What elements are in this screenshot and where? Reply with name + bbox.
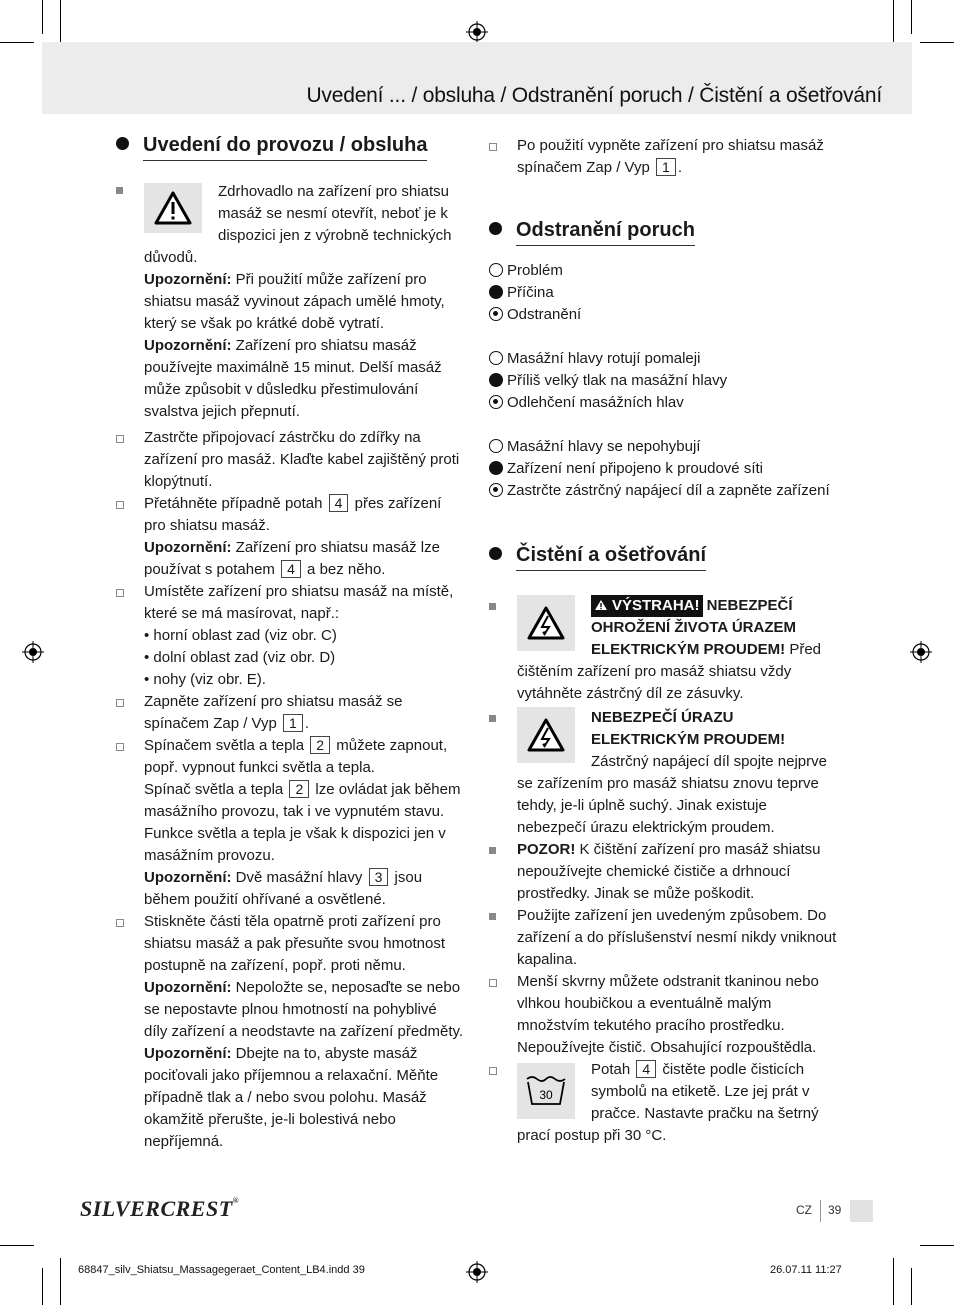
electric-warning-icon	[517, 595, 575, 651]
registration-mark-icon	[466, 21, 488, 43]
warning-bold-text: NEBEZPEČÍ ÚRAZU ELEKTRICKÝM PROUDEM!	[591, 709, 786, 748]
cause-dot-icon	[489, 373, 503, 387]
step-box-icon	[489, 1067, 497, 1075]
paragraph-text: přes zařízení pro shiatsu masáž.	[144, 495, 442, 534]
section-heading-text: Odstranění poruch	[516, 217, 695, 246]
part-number-ref: 1	[656, 158, 676, 176]
print-slug-file: 68847_silv_Shiatsu_Massagegeraet_Content_LB4.indd 39	[78, 1264, 365, 1276]
crop-mark	[0, 42, 34, 43]
step-box-icon	[116, 501, 124, 509]
note-text: Nepoložte se, neposaďte se nebo se nepostavte plnou hmotností na pohyblivé díly zařízení a neodstavte na zařízení předměty.	[144, 979, 464, 1040]
legend	[489, 260, 839, 326]
list-item	[489, 971, 839, 1059]
part-number-ref: 4	[329, 494, 349, 512]
page-tab	[850, 1200, 873, 1222]
country-code: CZ	[796, 1203, 812, 1217]
section-heading-text: Uvedení do provozu / obsluha	[143, 132, 427, 161]
remedy-target-icon	[489, 395, 503, 409]
bullet-line: • dolní oblast zad (viz obr. D)	[144, 649, 336, 666]
list-item	[116, 581, 464, 691]
part-number-ref: 2	[310, 736, 330, 754]
paragraph-text: Stiskněte části těla opatrně proti zařízení pro shiatsu masáž a pak přesuňte svou hmotnost postupně na zařízení, popř. proti němu.	[144, 913, 445, 974]
trouble-case	[489, 348, 839, 414]
brand-logo-text: SILVERCREST	[80, 1196, 233, 1221]
crop-mark	[60, 0, 61, 42]
page-title: Uvedení ... / obsluha / Odstranění poruch / Čistění a ošetřování	[306, 84, 882, 107]
print-slug-date: 26.07.11 11:27	[770, 1264, 842, 1276]
note-text: Zařízení pro shiatsu masáž lze používat s potahem	[144, 539, 440, 578]
case-remedy: Odlehčení masážních hlav	[507, 394, 684, 411]
note-text: jsou během použití ohřívané a osvětlené.	[144, 869, 423, 908]
part-number-ref: 2	[289, 780, 309, 798]
electric-warning-icon	[517, 707, 575, 763]
crop-mark	[60, 1258, 61, 1305]
page-number: 39	[828, 1203, 842, 1217]
bullet-dot-icon	[116, 137, 129, 150]
bullet-line: • horní oblast zad (viz obr. C)	[144, 627, 337, 644]
trademark-mark: ®	[232, 1196, 240, 1205]
crop-mark	[911, 0, 912, 34]
trouble-case	[489, 436, 839, 502]
paragraph-text: Spínač světla a tepla	[144, 781, 288, 798]
part-number-ref: 1	[283, 714, 303, 732]
square-bullet-icon	[489, 603, 496, 610]
warning-triangle-icon	[144, 183, 202, 233]
case-problem: Masážní hlavy se nepohybují	[507, 438, 701, 455]
list-item	[116, 493, 464, 581]
note-label: Upozornění:	[144, 271, 232, 288]
list-item	[489, 839, 839, 905]
registration-mark-icon	[910, 641, 932, 663]
brand-logo	[80, 1196, 239, 1222]
paragraph-text: .	[304, 715, 309, 732]
section-heading-operation	[116, 132, 464, 161]
bullet-line: • nohy (viz obr. E).	[144, 671, 266, 688]
note-text: Zařízení pro shiatsu masáž používejte maximálně 15 minut. Delší masáž může způsobit v důsledku přestimulování svalstva jejich přepnutí.	[144, 337, 442, 420]
section-heading-cleaning	[489, 542, 839, 571]
note-label: Upozornění:	[144, 337, 232, 354]
note-text: Dvě masážní hlavy	[231, 869, 367, 886]
note-label: Upozornění:	[144, 539, 232, 556]
note-label: Upozornění:	[144, 869, 232, 886]
square-bullet-icon	[116, 187, 123, 194]
remedy-target-icon	[489, 307, 503, 321]
registration-mark-icon	[22, 641, 44, 663]
case-problem: Masážní hlavy rotují pomaleji	[507, 350, 701, 367]
square-bullet-icon	[489, 913, 496, 920]
note-text: Při použití může zařízení pro shiatsu masáž vyvinout zápach umělé hmoty, který se však po krátké době vytratí.	[144, 271, 445, 332]
paragraph-text: Před čištěním zařízení pro masáž shiatsu vždy vytáhněte zástrčný díl ze zásuvky.	[517, 641, 822, 702]
paragraph-text: Potah	[591, 1061, 635, 1078]
paragraph-text: Spínačem světla a tepla	[144, 737, 309, 754]
case-cause: Příliš velký tlak na masážní hlavy	[507, 372, 728, 389]
list-item	[116, 911, 464, 1153]
wash-30-icon	[517, 1063, 575, 1119]
crop-mark	[911, 1268, 912, 1305]
paragraph-text: Zdrhovadlo na zařízení pro shiatsu masáž se nesmí otevřít, neboť je k dispozici jen z výrobně technických důvodů.	[144, 183, 452, 266]
list-item	[116, 179, 464, 423]
registration-mark-icon	[466, 1261, 488, 1283]
crop-mark	[920, 42, 954, 43]
paragraph-text: můžete zapnout, popř. vypnout funkci světla a tepla.	[144, 737, 448, 776]
step-box-icon	[116, 435, 124, 443]
step-box-icon	[116, 589, 124, 597]
case-remedy: Zastrčte zástrčný napájecí díl a zapněte zařízení	[507, 482, 830, 499]
crop-mark	[893, 1258, 894, 1305]
warning-bold-text: NEBEZPEČÍ OHROŽENÍ ŽIVOTA ÚRAZEM ELEKTRICKÝM PROUDEM!	[591, 597, 796, 658]
problem-circle-icon	[489, 351, 503, 365]
step-box-icon	[489, 979, 497, 987]
list-item	[489, 595, 839, 705]
paragraph-text: Menší skvrny můžete odstranit tkaninou nebo vlhkou houbičkou a eventuálně malým množstvím tekutého pracího prostředku. Nepoužívejte čistič. Obsahující rozpouštědla.	[517, 973, 819, 1056]
paragraph-text: Umístěte zařízení pro shiatsu masáž na místě, které se má masírovat, např.:	[144, 583, 454, 622]
paragraph-text: Přetáhněte případně potah	[144, 495, 327, 512]
note-text: Dbejte na to, abyste masáž pociťovali jako příjemnou a relaxační. Měňte případně tlak a / nebo svou polohu. Masáž okamžitě přerušte, je-li bolestivá nebo nepříjemná.	[144, 1045, 439, 1150]
list-item	[116, 427, 464, 493]
paragraph-text: .	[677, 159, 682, 176]
list-item	[489, 905, 839, 971]
caution-label: POZOR!	[517, 841, 576, 858]
list-item	[489, 1059, 839, 1147]
step-box-icon	[116, 699, 124, 707]
note-label: Upozornění:	[144, 1045, 232, 1062]
left-column	[116, 132, 464, 1153]
paragraph-text: Použijte zařízení jen uvedeným způsobem. Do zařízení a do příslušenství nesmí nikdy vniknout kapalina.	[517, 907, 837, 968]
crop-mark	[42, 1268, 43, 1305]
section-heading-text: Čistění a ošetřování	[516, 542, 706, 571]
paragraph-text: Zapněte zařízení pro shiatsu masáž se spínačem Zap / Vyp	[144, 693, 403, 732]
legend-cause: Příčina	[507, 284, 554, 301]
right-column	[489, 135, 839, 1147]
square-bullet-icon	[489, 715, 496, 722]
step-box-icon	[489, 143, 497, 151]
paragraph-text: čistěte podle čisticích symbolů na etiketě. Lze jej prát v pračce. Nastavte pračku na šetrný prací postup při 30 °C.	[517, 1061, 819, 1144]
crop-mark	[920, 1245, 954, 1246]
paragraph-text: Po použití vypněte zařízení pro shiatsu masáž spínačem Zap / Vyp	[517, 137, 824, 176]
cause-dot-icon	[489, 285, 503, 299]
warning-label-text: VÝSTRAHA!	[612, 597, 700, 614]
crop-mark	[42, 0, 43, 34]
paragraph-text: lze ovládat jak během masážního provozu, tak i ve vypnutém stavu. Funkce světla a tepla je však k dispozici jen v masážním provozu.	[144, 781, 461, 864]
remedy-target-icon	[489, 483, 503, 497]
warning-label-badge	[591, 595, 703, 617]
section-heading-troubleshooting	[489, 217, 839, 246]
list-item	[116, 691, 464, 735]
cause-dot-icon	[489, 461, 503, 475]
list-item	[116, 735, 464, 911]
paragraph-text: Zástrčný napájecí díl spojte nejprve se zařízením pro masáž shiatsu znovu teprve tehdy, je-li úplně suchý. Jinak existuje nebezpečí úrazu elektrickým proudem.	[517, 753, 827, 836]
list-item	[489, 135, 839, 179]
case-cause: Zařízení není připojeno k proudové síti	[507, 460, 763, 477]
bullet-dot-icon	[489, 547, 502, 560]
paragraph-text: Zastrčte připojovací zástrčku do zdířky na zařízení pro masáž. Klaďte kabel zajištěný proti klopýtnutí.	[144, 429, 460, 490]
paragraph-text: K čištění zařízení pro masáž shiatsu nepoužívejte chemické čističe a drhnoucí prostředky. Jinak se může poškodit.	[517, 841, 821, 902]
crop-mark	[0, 1245, 34, 1246]
part-number-ref: 4	[281, 560, 301, 578]
crop-mark	[893, 0, 894, 42]
problem-circle-icon	[489, 263, 503, 277]
problem-circle-icon	[489, 439, 503, 453]
footer-divider	[820, 1200, 821, 1222]
legend-remedy: Odstranění	[507, 306, 582, 323]
part-number-ref: 4	[636, 1060, 656, 1078]
square-bullet-icon	[489, 847, 496, 854]
step-box-icon	[116, 919, 124, 927]
wash-temperature: 30	[539, 1088, 553, 1102]
list-item	[489, 707, 839, 839]
part-number-ref: 3	[369, 868, 389, 886]
note-label: Upozornění:	[144, 979, 232, 996]
warning-triangle-icon	[594, 599, 608, 611]
step-box-icon	[116, 743, 124, 751]
legend-problem: Problém	[507, 262, 563, 279]
bullet-dot-icon	[489, 222, 502, 235]
note-text: a bez něho.	[302, 561, 386, 578]
